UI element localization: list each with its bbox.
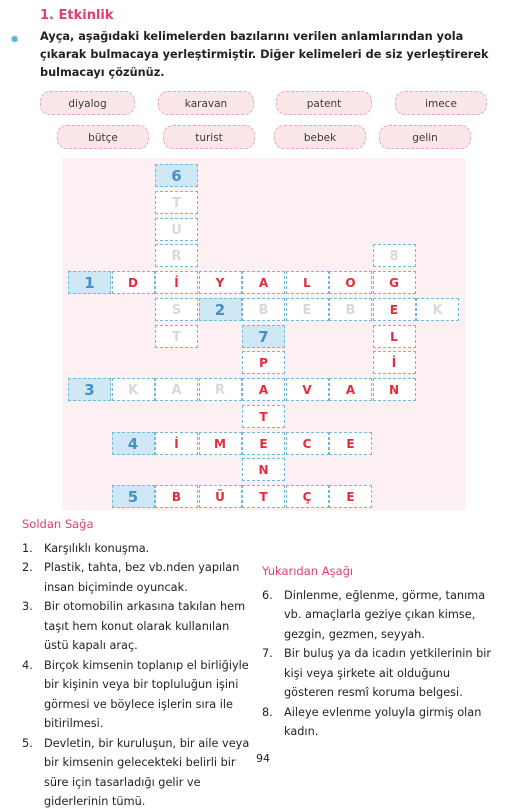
crossword-cell[interactable]: K bbox=[416, 298, 459, 321]
across-clues bbox=[22, 515, 257, 812]
crossword-cell[interactable]: E bbox=[373, 298, 416, 321]
crossword-cell[interactable]: N bbox=[242, 458, 285, 481]
clue-text: Karşılıklı konuşma. bbox=[44, 541, 150, 555]
crossword-cell[interactable]: C bbox=[286, 432, 329, 455]
crossword-cell[interactable]: R bbox=[199, 378, 242, 401]
crossword-cell[interactable]: M bbox=[199, 432, 242, 455]
crossword-cell[interactable]: U bbox=[155, 218, 198, 241]
clue-number: 3. bbox=[22, 600, 33, 613]
clue-item bbox=[262, 586, 497, 645]
crossword-cell[interactable]: E bbox=[329, 485, 372, 508]
clue-number: 5. bbox=[22, 736, 33, 750]
crossword-cell[interactable]: D bbox=[112, 271, 155, 294]
crossword-cell[interactable]: T bbox=[242, 405, 285, 428]
crossword-cell[interactable]: Y bbox=[199, 271, 242, 294]
crossword-cell[interactable]: İ bbox=[373, 351, 416, 374]
crossword-cell[interactable]: V bbox=[286, 378, 329, 401]
crossword-cell[interactable]: E bbox=[286, 298, 329, 321]
clue-item bbox=[22, 656, 257, 734]
word-chip: turist bbox=[163, 125, 255, 149]
crossword-cell[interactable]: O bbox=[329, 271, 372, 294]
word-chip: karavan bbox=[158, 91, 254, 115]
crossword-cell[interactable]: R bbox=[155, 244, 198, 267]
crossword-cell[interactable]: 8 bbox=[373, 244, 416, 267]
crossword-cell[interactable]: E bbox=[329, 432, 372, 455]
clue-number-cell[interactable]: 3 bbox=[68, 378, 111, 401]
crossword-cell[interactable]: L bbox=[286, 271, 329, 294]
clue-number-cell[interactable]: 2 bbox=[199, 298, 242, 321]
word-chip: bebek bbox=[274, 125, 366, 149]
crossword-cell[interactable]: A bbox=[242, 271, 285, 294]
across-heading: Soldan Sağa bbox=[22, 517, 94, 531]
crossword-cell[interactable]: B bbox=[242, 298, 285, 321]
word-chip: diyalog bbox=[40, 91, 135, 115]
clue-number: 7. bbox=[262, 647, 273, 660]
clue-number-cell[interactable]: 4 bbox=[112, 432, 155, 455]
crossword-cell[interactable]: T bbox=[155, 191, 198, 214]
crossword-cell[interactable]: S bbox=[155, 298, 198, 321]
page-number: 94 bbox=[256, 752, 270, 765]
down-heading: Yukarıdan Aşağı bbox=[262, 564, 354, 578]
clue-number-cell[interactable]: 1 bbox=[68, 271, 111, 294]
clue-item bbox=[22, 539, 257, 559]
clue-number: 8. bbox=[262, 705, 273, 719]
crossword-cell[interactable]: Ü bbox=[199, 485, 242, 508]
clue-text: Bir otomobilin arkasına takılan hem taşıt hem konut olarak kullanılan üstü kapalı araç. bbox=[44, 600, 246, 652]
clue-text: Dinlenme, eğlenme, görme, tanıma vb. amaçlarla geziye çıkan kimse, gezgin, gezmen, seyyah. bbox=[284, 588, 486, 641]
clue-item bbox=[22, 597, 257, 656]
clue-number: 1. bbox=[22, 541, 33, 555]
crossword-cell[interactable]: A bbox=[329, 378, 372, 401]
crossword-cell[interactable]: T bbox=[155, 325, 198, 348]
down-clues bbox=[262, 562, 497, 742]
clue-item bbox=[262, 703, 497, 742]
clue-text: Aileye evlenme yoluyla girmiş olan kadın. bbox=[284, 705, 482, 738]
crossword-cell[interactable]: K bbox=[112, 378, 155, 401]
clue-text: Plastik, tahta, bez vb.nden yapılan insan biçiminde oyuncak. bbox=[44, 561, 240, 594]
crossword-cell[interactable]: B bbox=[329, 298, 372, 321]
crossword-cell[interactable]: B bbox=[155, 485, 198, 508]
crossword-cell[interactable]: İ bbox=[155, 432, 198, 455]
clue-number: 4. bbox=[22, 658, 33, 672]
instruction-text: Ayça, aşağıdaki kelimelerden bazılarını verilen anlamlarından yola çıkarak bulmacaya yerleştirmiştir. Diğer kelimeleri de siz yerleştirerek bulmacayı çözünüz. bbox=[40, 30, 489, 79]
activity-title: 1. Etkinlik bbox=[40, 8, 114, 23]
crossword-cell[interactable]: N bbox=[373, 378, 416, 401]
crossword-cell[interactable]: İ bbox=[155, 271, 198, 294]
word-chip: patent bbox=[276, 91, 372, 115]
crossword-cell[interactable]: P bbox=[242, 351, 285, 374]
crossword-cell[interactable]: T bbox=[242, 485, 285, 508]
bullet-icon: ✹ bbox=[10, 33, 20, 46]
crossword-cell[interactable]: A bbox=[155, 378, 198, 401]
crossword-cell[interactable]: A bbox=[242, 378, 285, 401]
clue-number: 6. bbox=[262, 588, 273, 602]
clue-item bbox=[22, 734, 257, 812]
clue-number: 2. bbox=[22, 561, 33, 574]
clue-text: Devletin, bir kuruluşun, bir aile veya bir kimsenin gelecekteki belirli bir süre için tasarladığı gelir ve giderlerinin tümü. bbox=[44, 736, 250, 808]
clue-item bbox=[262, 644, 497, 703]
word-chip: imece bbox=[395, 91, 487, 115]
crossword-cell[interactable]: E bbox=[242, 432, 285, 455]
crossword-cell[interactable]: Ç bbox=[286, 485, 329, 508]
clue-number-cell[interactable]: 5 bbox=[112, 485, 155, 508]
word-chip: bütçe bbox=[57, 125, 149, 149]
clue-text: Bir buluş ya da icadın yetkilerinin bir kişi veya şirkete ait olduğunu gösteren resmî koruma belgesi. bbox=[284, 647, 492, 699]
clue-item bbox=[22, 558, 257, 597]
clue-number-cell[interactable]: 6 bbox=[155, 164, 198, 187]
word-chip: gelin bbox=[379, 125, 471, 149]
clue-text: Birçok kimsenin toplanıp el birliğiyle bir kişinin veya bir topluluğun işini görmesi ve böylece işlerin sıra ile bitirilmesi. bbox=[44, 658, 249, 730]
crossword-cell[interactable]: G bbox=[373, 271, 416, 294]
crossword-cell[interactable]: L bbox=[373, 325, 416, 348]
clue-number-cell[interactable]: 7 bbox=[242, 325, 285, 348]
